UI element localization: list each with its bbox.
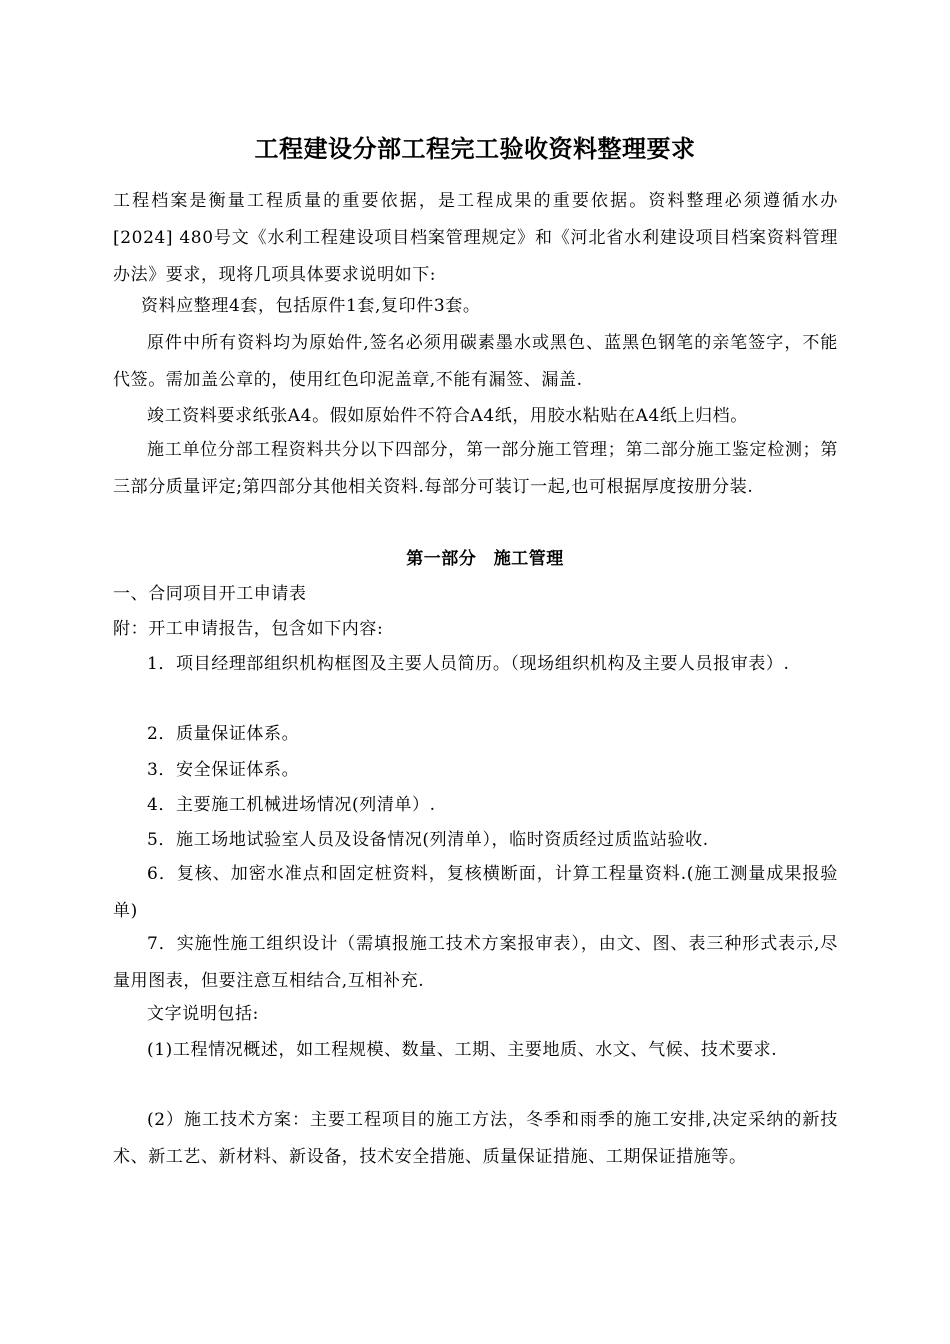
attachment-line: 附：开工申请报告，包含如下内容: [113,619,384,639]
list-item: 4．主要施工机械进场情况(列清单）. [147,795,436,815]
text-description-label: 文字说明包括: [147,1004,259,1024]
list-item: 3．安全保证体系。 [147,760,300,780]
requirement-original: 原件中所有资料均为原始件,签名必须用碳素墨水或黑色、蓝黑色钢笔的亲笔签字，不能代签。需加盖公章的，使用红色印泥盖章,不能有漏签、漏盖. [113,333,838,390]
document-title: 工程建设分部工程完工验收资料整理要求 [254,134,696,163]
list-item: 5．施工场地试验室人员及设备情况(列清单），临时资质经过质监站验收. [147,830,709,850]
item-heading: 一、合同项目开工申请表 [113,584,307,604]
list-item: 7．实施性施工组织设计（需填报施工技术方案报审表），由文、图、表三种形式表示,尽量用图表，但要注意互相结合,互相补充. [113,934,838,991]
list-item: 2．质量保证体系。 [147,724,300,744]
section-heading: 第一部分 施工管理 [406,549,564,569]
intro-paragraph: 工程档案是衡量工程质量的重要依据，是工程成果的重要依据。资料整理必须遵循水办[2024] 480号文《水利工程建设项目档案管理规定》和《河北省水利建设项目档案资料管理办法》要求，现将几项具体要求说明如下: [113,191,838,285]
list-item: 1．项目经理部组织机构框图及主要人员简历。（现场组织机构及主要人员报审表）. [147,654,790,674]
requirement-paper: 竣工资料要求纸张A4。假如原始件不符合A4纸，用胶水粘贴在A4纸上归档。 [147,406,748,426]
sub-item: (2）施工技术方案：主要工程项目的施工方法，冬季和雨季的施工安排,决定采纳的新技术、新工艺、新材料、新设备，技术安全措施、质量保证措施、工期保证措施等。 [113,1110,838,1167]
list-item: 6．复核、加密水准点和固定桩资料，复核横断面，计算工程量资料.(施工测量成果报验单) [113,864,838,921]
requirement-parts: 施工单位分部工程资料共分以下四部分，第一部分施工管理；第二部分施工鉴定检测；第三部分质量评定;第四部分其他相关资料.每部分可装订一起,也可根据厚度按册分装. [113,440,838,497]
sub-item: (1)工程情况概述，如工程规模、数量、工期、主要地质、水文、气候、技术要求. [147,1040,778,1060]
requirement-sets: 资料应整理4套，包括原件1套,复印件3套。 [141,296,481,316]
